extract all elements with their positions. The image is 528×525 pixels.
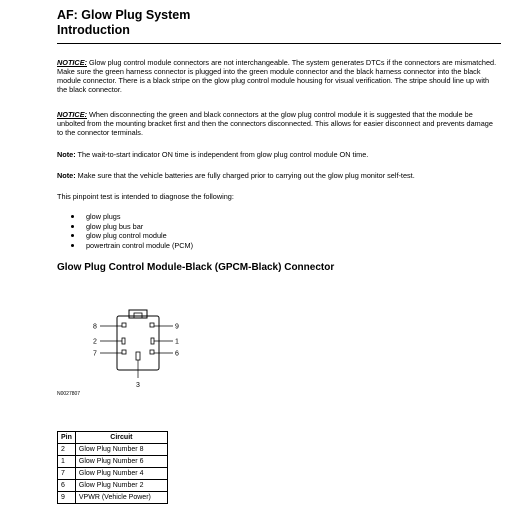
pin-cell: 1	[58, 456, 76, 468]
list-item: glow plug control module	[57, 231, 193, 241]
circuit-cell: Glow Plug Number 6	[75, 456, 167, 468]
table-row	[58, 480, 168, 492]
bullet-icon	[71, 225, 74, 228]
bullet-icon	[71, 244, 74, 247]
list-item: powertrain control module (PCM)	[57, 241, 193, 251]
notice-text: When disconnecting the green and black connectors at the glow plug control module it is suggested that the module be unbolted from the mounting bracket first and then the connectors disconnected. This allows for easier disconnect and prevents damage to the connector terminals.	[57, 110, 493, 137]
table-row	[58, 444, 168, 456]
pin-label-2: 2	[93, 338, 97, 346]
note-text: The wait-to-start indicator ON time is independent from glow plug control module ON time.	[75, 150, 369, 159]
bullet-icon	[71, 234, 74, 237]
connector-diagram	[80, 308, 200, 390]
pin-cell: 7	[58, 468, 76, 480]
center-terminal	[136, 352, 140, 360]
note-label: Note:	[57, 150, 76, 159]
section-heading: Glow Plug Control Module-Black (GPCM-Black) Connector	[57, 262, 335, 273]
page-title: AF: Glow Plug System	[57, 8, 191, 22]
list-item: glow plug bus bar	[57, 222, 193, 232]
pin-cell: 6	[58, 480, 76, 492]
circuit-cell: Glow Plug Number 4	[75, 468, 167, 480]
bullet-icon	[71, 215, 74, 218]
left-terminals	[122, 323, 126, 354]
notice-label: NOTICE:	[57, 58, 87, 67]
note-label: Note:	[57, 171, 76, 180]
column-header-pin: Pin	[58, 432, 76, 444]
title-block	[57, 8, 502, 38]
circuit-cell: VPWR (Vehicle Power)	[75, 492, 167, 504]
pin-label-8: 8	[93, 323, 97, 331]
pin-circuit-table	[57, 431, 168, 504]
circuit-cell: Glow Plug Number 2	[75, 480, 167, 492]
pin-label-9: 9	[175, 323, 179, 331]
intro-paragraph: This pinpoint test is intended to diagnose the following:	[57, 192, 234, 201]
list-item: glow plugs	[57, 212, 193, 222]
pin-label-7: 7	[93, 350, 97, 358]
notice-label: NOTICE:	[57, 110, 87, 119]
pin-cell: 2	[58, 444, 76, 456]
note-text: Make sure that the vehicle batteries are fully charged prior to carrying out the glow plug monitor self-test.	[75, 171, 415, 180]
notice-paragraph-1	[57, 58, 497, 94]
table-row	[58, 456, 168, 468]
note-paragraph-1	[57, 150, 497, 159]
pin-label-1: 1	[175, 338, 179, 346]
pin-cell: 9	[58, 492, 76, 504]
circuit-cell: Glow Plug Number 8	[75, 444, 167, 456]
figure-id: N0027807	[57, 391, 81, 397]
diagnosis-list	[57, 212, 193, 250]
title-divider	[57, 43, 501, 44]
note-paragraph-2	[57, 171, 497, 180]
pin-label-3: 3	[136, 382, 140, 389]
pin-label-6: 6	[175, 350, 179, 358]
table-header-row	[58, 432, 168, 444]
notice-paragraph-2	[57, 110, 497, 137]
table-row	[58, 468, 168, 480]
page-subtitle: Introduction	[57, 23, 130, 37]
table-row	[58, 492, 168, 504]
notice-text: Glow plug control module connectors are not interchangeable. The system generates DTCs if the connectors are mismatched. Make sure the green harness connector is plugged into the green module connector and the black harness connector into the black module connector. There is a black stripe on the glow plug control module housing for visual verification. The stripe should line up with the black connector.	[57, 58, 497, 94]
right-terminals	[150, 323, 154, 354]
column-header-circuit: Circuit	[75, 432, 167, 444]
